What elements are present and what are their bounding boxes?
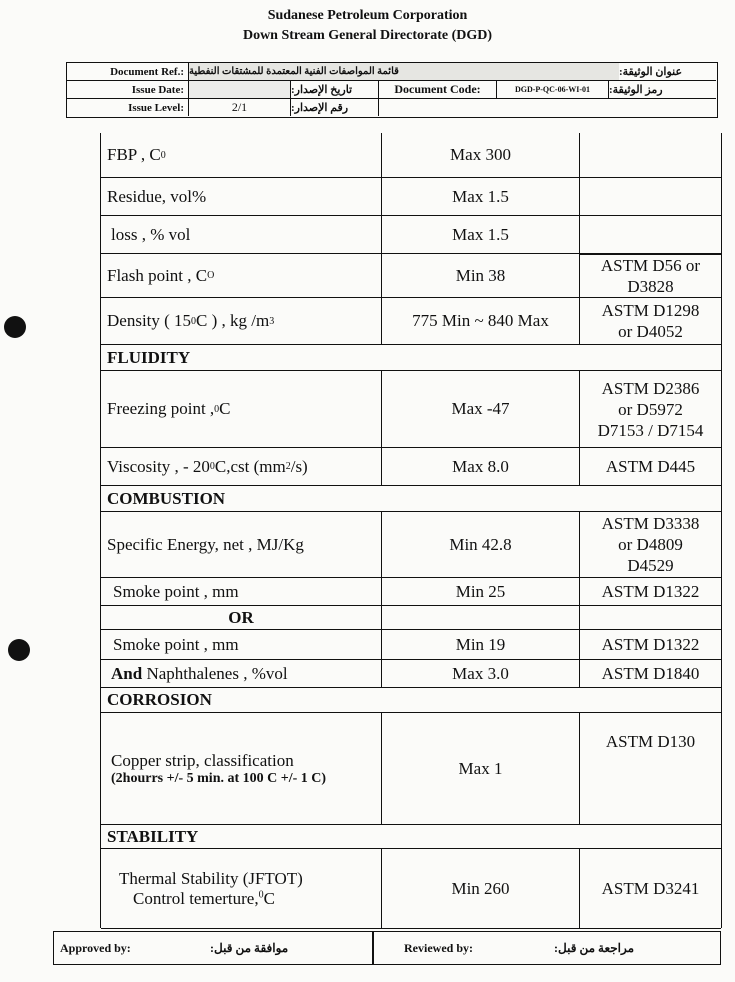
method-density: ASTM D1298 or D4052 [579,298,721,344]
section-combustion: COMBUSTION [101,485,721,511]
property-smoke-2: Smoke point , mm [113,634,239,654]
approved-by-label: Approved by: [60,940,131,955]
row-smoke-point-2 [101,629,721,659]
method-smoke-2: ASTM D1322 [579,630,721,659]
limit-thermal: Min 260 [381,849,579,928]
method-copper: ASTM D130 [579,713,721,824]
section-fluidity: FLUIDITY [101,344,721,370]
section-corrosion: CORROSION [101,687,721,712]
limit-density: 775 Min ~ 840 Max [381,298,579,344]
doc-ref-label: Document Ref.: [67,63,189,81]
limit-flash: Min 38 [381,254,579,297]
method-naphthalenes: ASTM D1840 [579,660,721,687]
doc-code-value: DGD-P-QC-06-WI-01 [497,81,609,99]
company-name: Sudanese Petroleum Corporation [267,8,468,23]
limit-smoke-1: Min 25 [381,578,579,605]
limit-energy: Min 42.8 [381,512,579,577]
document-meta-table [66,62,718,118]
section-stability: STABILITY [101,824,721,848]
doc-ref-label-ar: عنوان الوثيقة: [619,63,716,81]
limit-copper: Max 1 [381,713,579,824]
property-energy: Specific Energy, net , MJ/Kg [107,534,304,554]
property-copper: Copper strip, classification [111,750,294,770]
row-or [101,605,721,629]
limit-freezing: Max -47 [381,371,579,447]
approval-footer [53,931,721,965]
row-smoke-point-1 [101,577,721,605]
method-smoke-1: ASTM D1322 [579,578,721,605]
row-specific-energy [101,511,721,577]
property-smoke-1: Smoke point , mm [113,581,239,601]
property-copper-conditions: (2hourrs +/- 5 min. at 100 C +/- 1 C) [111,770,327,786]
method-flash: ASTM D56 or D3828 [579,254,721,297]
reviewed-by-label: Reviewed by: [404,940,473,955]
issue-level-label: Issue Level: [67,99,189,116]
doc-ref-value: قائمة المواصفات الفنية المعتمدة للمشتقات النفطية [189,63,619,81]
row-residue [101,177,721,215]
limit-smoke-2: Min 19 [381,630,579,659]
row-naphthalenes: And Naphthalenes , %vol Max 3.0 ASTM D1840 [101,659,721,687]
row-flash-point: Flash point , C O Min 38 ASTM D56 or D3828 [101,253,721,297]
row-freezing-point: Freezing point , 0 C Max -47 ASTM D2386 or D5972 D7153 / D7154 [101,370,721,447]
doc-code-label: Document Code: [379,81,497,99]
directorate-name: Down Stream General Directorate (DGD) [242,28,493,43]
property-thermal: Thermal Stability (JFTOT) [119,868,303,888]
or-label: OR [228,607,254,627]
limit-fbp: Max 300 [381,133,579,177]
limit-viscosity: Max 8.0 [381,448,579,485]
row-loss [101,215,721,253]
property-residue: Residue, vol% [107,186,207,206]
table-bottom-border [101,928,721,929]
method-energy: ASTM D3338 or D4809 D4529 [579,512,721,577]
specification-table [100,133,722,928]
property-flash: Flash point , C [107,265,208,285]
doc-code-label-ar: رمز الوثيقة: [609,81,716,99]
property-loss: loss , % vol [111,224,191,244]
punch-hole-top [4,316,26,338]
method-viscosity: ASTM D445 [579,448,721,485]
property-fbp: FBP , C [107,145,161,164]
row-viscosity: Viscosity , - 20 0 C,cst (mm 2 /s) Max 8.0 ASTM D445 [101,447,721,485]
row-density: Density ( 15 0 C ) , kg /m 3 775 Min ~ 840 Max ASTM D1298 or D4052 [101,297,721,344]
limit-residue: Max 1.5 [381,178,579,215]
issue-level-label-ar: رقم الإصدار: [291,99,379,116]
method-freezing: ASTM D2386 or D5972 D7153 / D7154 [579,371,721,447]
limit-loss: Max 1.5 [381,216,579,253]
issue-date-value [189,81,291,99]
footer-divider [372,932,374,964]
limit-naphthalenes: Max 3.0 [381,660,579,687]
row-thermal-stability: Thermal Stability (JFTOT) Control temerture,$^0$C Min 260 ASTM D3241 [101,848,721,928]
approved-by-label-ar: موافقة من قبل: [210,940,289,955]
issue-level-value: 2/1 [189,99,291,116]
method-thermal: ASTM D3241 [579,849,721,928]
row-copper-strip [101,712,721,824]
issue-date-label: Issue Date: [67,81,189,99]
punch-hole-bottom [8,639,30,661]
reviewed-by-label-ar: مراجعة من قبل: [554,940,635,955]
issue-date-label-ar: تاريخ الإصدار: [291,81,379,99]
row-fbp: FBP , C 0 Max 300 [101,133,721,177]
